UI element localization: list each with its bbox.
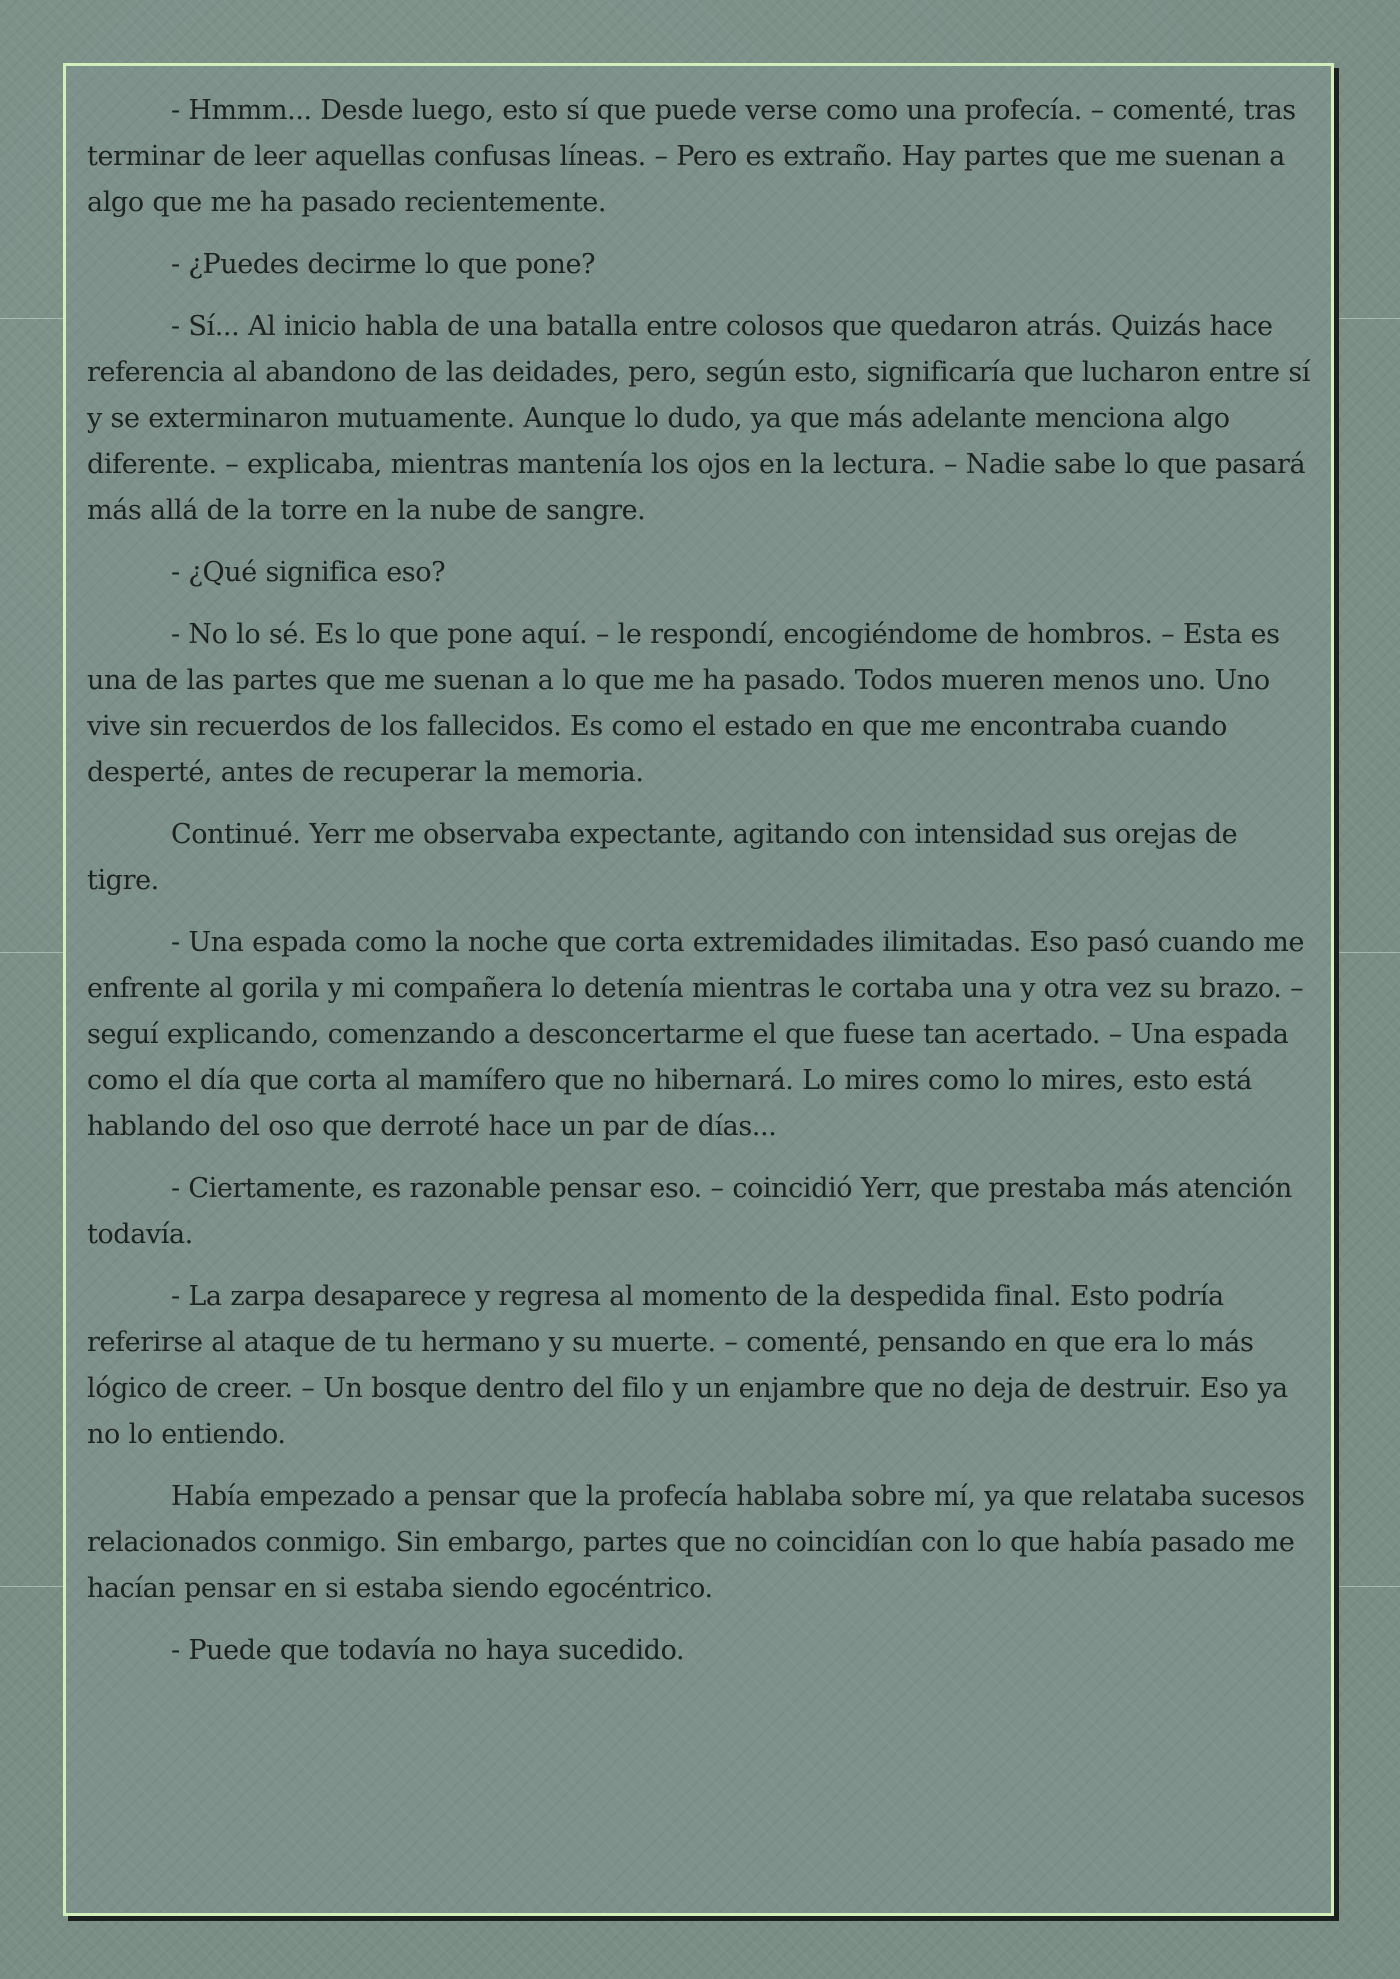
paragraph: Continué. Yerr me observaba expectante, agitando con intensidad sus orejas de tigre. — [87, 819, 1238, 896]
paragraph: - ¿Puedes decirme lo que pone? — [171, 249, 596, 280]
paragraph: - Ciertamente, es razonable pensar eso. – coincidió Yerr, que prestaba más atención todavía. — [87, 1173, 1292, 1250]
page-text — [87, 88, 1314, 1690]
page-frame — [63, 63, 1334, 1916]
paragraph: - Puede que todavía no haya sucedido. — [171, 1635, 685, 1666]
paragraph: Había empezado a pensar que la profecía hablaba sobre mí, ya que relataba sucesos relacionados conmigo. Sin embargo, partes que no coincidían con lo que había pasado me hacían pensar en si estaba siendo egocéntrico. — [87, 1481, 1305, 1604]
paragraph: - Una espada como la noche que corta extremidades ilimitadas. Eso pasó cuando me enfrente al gorila y mi compañera lo detenía mientras le cortaba una y otra vez su brazo. – seguí explicando, comenzando a desconcertarme el que fuese tan acertado. – Una espada como el día que corta al mamífero que no hibernará. Lo mires como lo mires, esto está hablando del oso que derroté hace un par de días... — [87, 927, 1305, 1142]
paragraph: - No lo sé. Es lo que pone aquí. – le respondí, encogiéndome de hombros. – Esta es una de las partes que me suenan a lo que me ha pasado. Todos mueren menos uno. Uno vive sin recuerdos de los fallecidos. Es como el estado en que me encontraba cuando desperté, antes de recuperar la memoria. — [87, 619, 1280, 788]
paragraph: - Hmmm... Desde luego, esto sí que puede verse como una profecía. – comenté, tras terminar de leer aquellas confusas líneas. – Pero es extraño. Hay partes que me suenan a algo que me ha pasado recientemente. — [87, 95, 1296, 218]
paragraph: - ¿Qué significa eso? — [171, 557, 446, 588]
paragraph: - La zarpa desaparece y regresa al momento de la despedida final. Esto podría referirse al ataque de tu hermano y su muerte. – comenté, pensando en que era lo más lógico de creer. – Un bosque dentro del filo y un enjambre que no deja de destruir. Eso ya no lo entiendo. — [87, 1281, 1288, 1450]
paragraph: - Sí... Al inicio habla de una batalla entre colosos que quedaron atrás. Quizás hace referencia al abandono de las deidades, pero, según esto, significaría que lucharon entre sí y se exterminaron mutuamente. Aunque lo dudo, ya que más adelante menciona algo diferente. – explicaba, mientras mantenía los ojos en la lectura. – Nadie sabe lo que pasará más allá de la torre en la nube de sangre. — [87, 311, 1311, 526]
